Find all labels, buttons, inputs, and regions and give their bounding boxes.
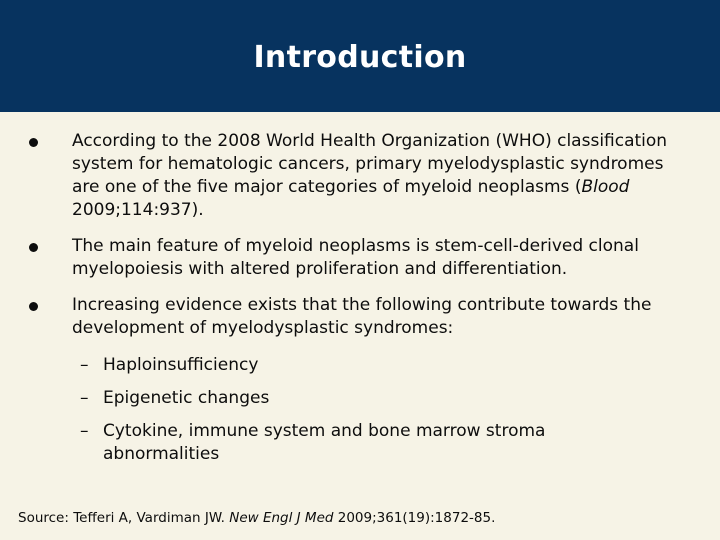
dash-icon: – bbox=[80, 388, 89, 408]
bullet-dot-icon bbox=[29, 243, 38, 252]
title-bar bbox=[0, 0, 720, 112]
sub-bullet-list bbox=[0, 354, 720, 466]
journal-name: Blood bbox=[581, 177, 630, 197]
dash-icon: – bbox=[80, 355, 89, 375]
sub-bullet-item bbox=[0, 354, 720, 377]
citation-text: 2009;114:937). bbox=[72, 200, 204, 220]
sub-bullet-text: Haploinsufficiency bbox=[103, 355, 259, 375]
source-details: 2009;361(19):1872-85. bbox=[333, 510, 496, 526]
sub-bullet-item bbox=[0, 420, 720, 466]
source-citation bbox=[18, 508, 708, 528]
source-journal: New Engl J Med bbox=[229, 510, 334, 526]
dash-icon: – bbox=[80, 421, 89, 441]
slide-content bbox=[0, 130, 720, 476]
bullet-text: According to the 2008 World Health Organization (WHO) classification system for hematologic cancers, primary myelodysplastic syndromes are one of the five major categories of myeloid neoplasms ( bbox=[72, 131, 668, 197]
slide-title: Introduction bbox=[253, 40, 467, 75]
sub-bullet-text: Cytokine, immune system and bone marrow stroma abnormalities bbox=[103, 421, 546, 464]
sub-bullet-text: Epigenetic changes bbox=[103, 388, 270, 408]
bullet-dot-icon bbox=[29, 302, 38, 311]
bullet-dot-icon bbox=[29, 138, 38, 147]
bullet-text: The main feature of myeloid neoplasms is stem-cell-derived clonal myelopoiesis with altered proliferation and differentiation. bbox=[72, 236, 639, 279]
bullet-item bbox=[0, 130, 720, 222]
bullet-item bbox=[0, 294, 720, 340]
source-text: Source: Tefferi A, Vardiman JW. bbox=[18, 510, 230, 526]
bullet-text: Increasing evidence exists that the following contribute towards the development of myelodysplastic syndromes: bbox=[72, 295, 652, 338]
bullet-item bbox=[0, 235, 720, 281]
sub-bullet-item bbox=[0, 387, 720, 410]
